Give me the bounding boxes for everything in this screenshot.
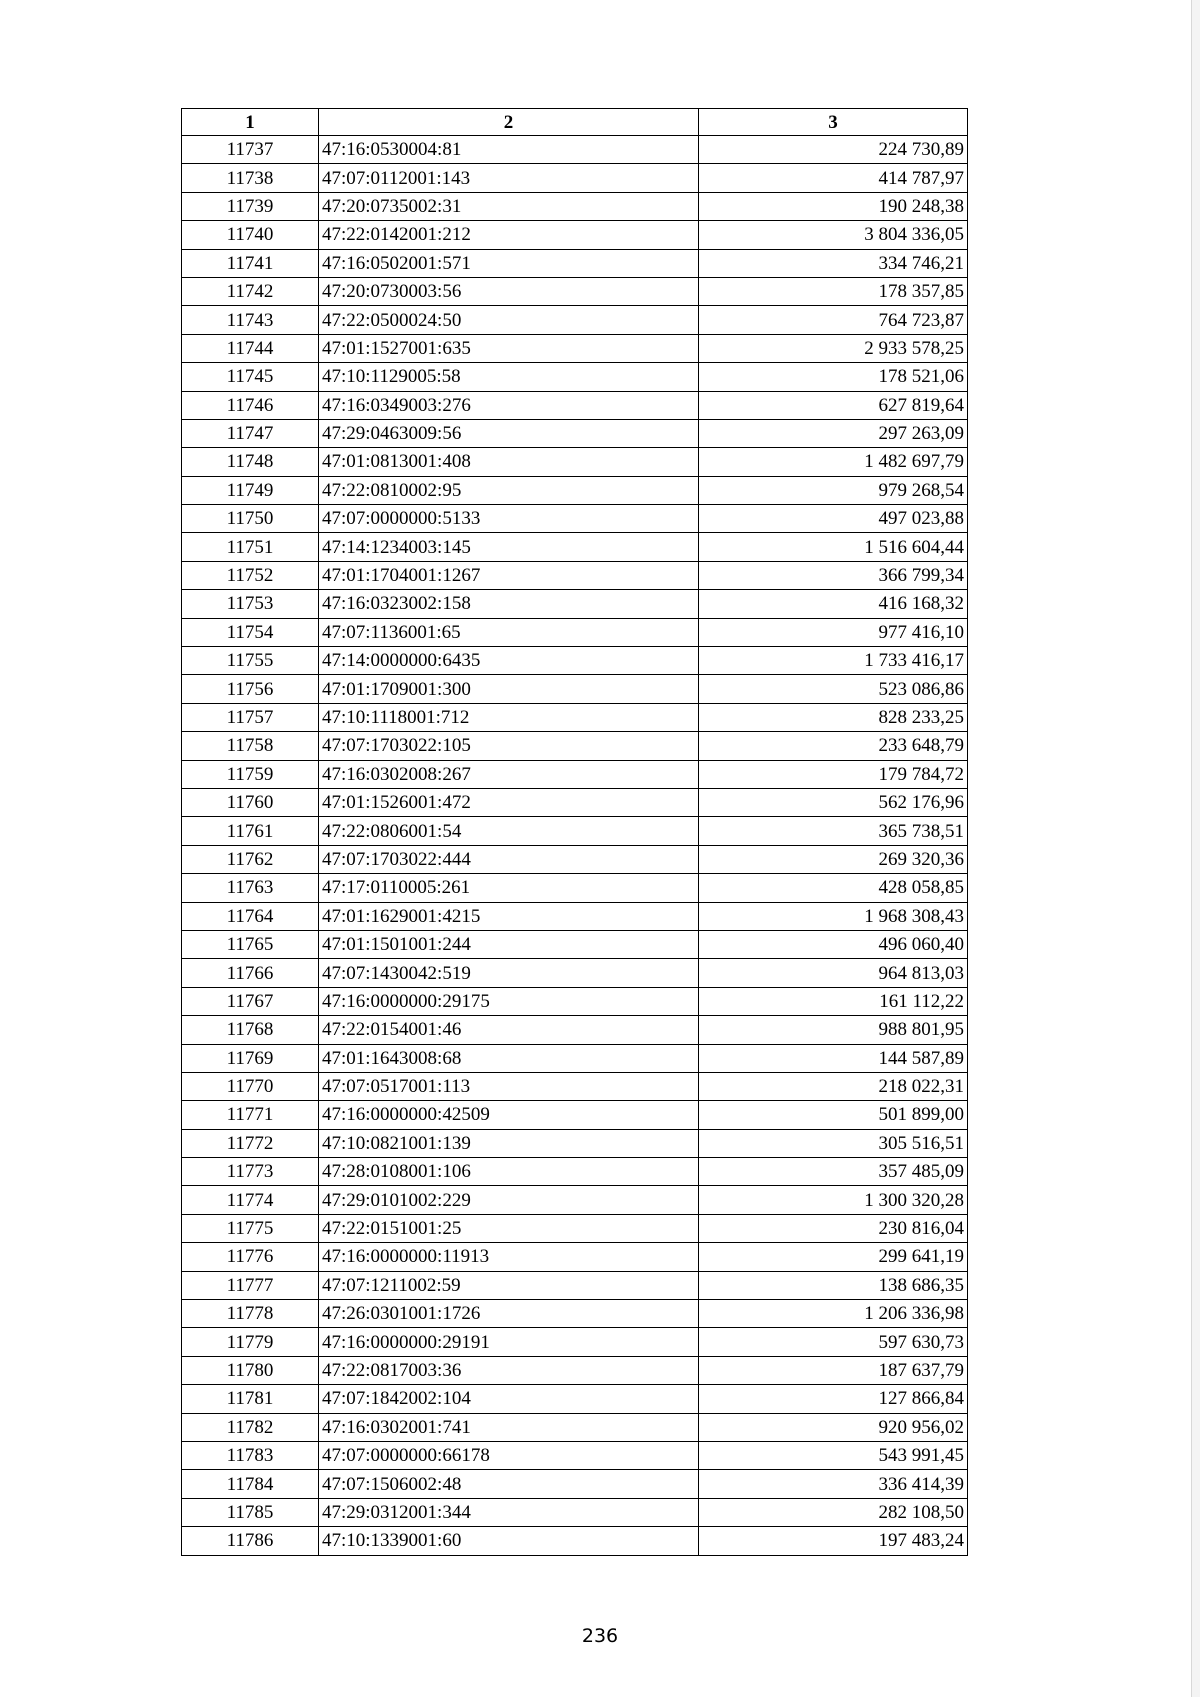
row-number: 11746	[182, 391, 319, 419]
row-number: 11768	[182, 1016, 319, 1044]
cadastral-number: 47:16:0000000:42509	[319, 1101, 699, 1129]
table-row	[182, 561, 968, 589]
header-col-1: 1	[182, 109, 319, 136]
table-row	[182, 164, 968, 192]
cadastral-number: 47:16:0302008:267	[319, 760, 699, 788]
cadastral-number: 47:07:1703022:105	[319, 732, 699, 760]
cadastral-number: 47:07:1506002:48	[319, 1470, 699, 1498]
cadastral-value: 414 787,97	[699, 164, 968, 192]
table-row	[182, 221, 968, 249]
page-number: 236	[581, 1625, 619, 1647]
row-number: 11766	[182, 959, 319, 987]
cadastral-value: 269 320,36	[699, 845, 968, 873]
table-row	[182, 306, 968, 334]
cadastral-number: 47:26:0301001:1726	[319, 1300, 699, 1328]
row-number: 11763	[182, 874, 319, 902]
header-col-2: 2	[319, 109, 699, 136]
cadastral-value: 334 746,21	[699, 249, 968, 277]
row-number: 11761	[182, 817, 319, 845]
cadastral-number: 47:01:1526001:472	[319, 788, 699, 816]
cadastral-number: 47:16:0530004:81	[319, 136, 699, 164]
table-row	[182, 1101, 968, 1129]
cadastral-value: 305 516,51	[699, 1129, 968, 1157]
table-row	[182, 1470, 968, 1498]
cadastral-number: 47:22:0810002:95	[319, 476, 699, 504]
table-row	[182, 1186, 968, 1214]
table-row	[182, 1044, 968, 1072]
cadastral-value: 523 086,86	[699, 675, 968, 703]
cadastral-number: 47:07:1842002:104	[319, 1385, 699, 1413]
cadastral-number: 47:22:0817003:36	[319, 1356, 699, 1384]
cadastral-number: 47:16:0000000:29191	[319, 1328, 699, 1356]
cadastral-number: 47:07:1136001:65	[319, 618, 699, 646]
row-number: 11754	[182, 618, 319, 646]
row-number: 11777	[182, 1271, 319, 1299]
cadastral-number: 47:29:0312001:344	[319, 1498, 699, 1526]
cadastral-value: 230 816,04	[699, 1214, 968, 1242]
cadastral-value: 828 233,25	[699, 703, 968, 731]
row-number: 11786	[182, 1527, 319, 1555]
row-number: 11737	[182, 136, 319, 164]
cadastral-value: 764 723,87	[699, 306, 968, 334]
table-row	[182, 1016, 968, 1044]
cadastral-number: 47:17:0110005:261	[319, 874, 699, 902]
cadastral-value-table	[181, 108, 968, 1556]
cadastral-value: 178 521,06	[699, 363, 968, 391]
cadastral-value: 920 956,02	[699, 1413, 968, 1441]
table-row	[182, 987, 968, 1015]
row-number: 11783	[182, 1441, 319, 1469]
cadastral-number: 47:10:1118001:712	[319, 703, 699, 731]
row-number: 11744	[182, 334, 319, 362]
table-row	[182, 817, 968, 845]
table-row	[182, 476, 968, 504]
cadastral-number: 47:01:1527001:635	[319, 334, 699, 362]
cadastral-number: 47:16:0349003:276	[319, 391, 699, 419]
table-body	[182, 136, 968, 1556]
row-number: 11759	[182, 760, 319, 788]
cadastral-value: 597 630,73	[699, 1328, 968, 1356]
cadastral-value: 366 799,34	[699, 561, 968, 589]
row-number: 11779	[182, 1328, 319, 1356]
table-row	[182, 1271, 968, 1299]
row-number: 11750	[182, 505, 319, 533]
table-row	[182, 647, 968, 675]
row-number: 11769	[182, 1044, 319, 1072]
cadastral-value: 964 813,03	[699, 959, 968, 987]
cadastral-number: 47:16:0502001:571	[319, 249, 699, 277]
row-number: 11752	[182, 561, 319, 589]
cadastral-value: 2 933 578,25	[699, 334, 968, 362]
row-number: 11741	[182, 249, 319, 277]
table-row	[182, 1072, 968, 1100]
cadastral-value: 138 686,35	[699, 1271, 968, 1299]
table-row	[182, 1356, 968, 1384]
table-row	[182, 959, 968, 987]
row-number: 11773	[182, 1158, 319, 1186]
cadastral-number: 47:01:1643008:68	[319, 1044, 699, 1072]
cadastral-value: 161 112,22	[699, 987, 968, 1015]
row-number: 11785	[182, 1498, 319, 1526]
cadastral-value: 224 730,89	[699, 136, 968, 164]
table-row	[182, 732, 968, 760]
row-number: 11740	[182, 221, 319, 249]
cadastral-value: 627 819,64	[699, 391, 968, 419]
table-row	[182, 675, 968, 703]
cadastral-value: 497 023,88	[699, 505, 968, 533]
cadastral-number: 47:22:0500024:50	[319, 306, 699, 334]
cadastral-number: 47:22:0154001:46	[319, 1016, 699, 1044]
cadastral-value: 178 357,85	[699, 277, 968, 305]
cadastral-value: 3 804 336,05	[699, 221, 968, 249]
cadastral-value: 297 263,09	[699, 419, 968, 447]
cadastral-number: 47:28:0108001:106	[319, 1158, 699, 1186]
table-row	[182, 448, 968, 476]
row-number: 11745	[182, 363, 319, 391]
table-row	[182, 1300, 968, 1328]
table-row	[182, 1214, 968, 1242]
cadastral-number: 47:16:0323002:158	[319, 590, 699, 618]
cadastral-value: 1 300 320,28	[699, 1186, 968, 1214]
row-number: 11774	[182, 1186, 319, 1214]
cadastral-number: 47:29:0101002:229	[319, 1186, 699, 1214]
row-number: 11767	[182, 987, 319, 1015]
table-row	[182, 1129, 968, 1157]
cadastral-number: 47:07:0000000:5133	[319, 505, 699, 533]
table-row	[182, 419, 968, 447]
cadastral-value: 336 414,39	[699, 1470, 968, 1498]
row-number: 11760	[182, 788, 319, 816]
row-number: 11782	[182, 1413, 319, 1441]
table-row	[182, 136, 968, 164]
cadastral-value: 218 022,31	[699, 1072, 968, 1100]
row-number: 11748	[182, 448, 319, 476]
cadastral-number: 47:10:1129005:58	[319, 363, 699, 391]
cadastral-value: 282 108,50	[699, 1498, 968, 1526]
cadastral-number: 47:14:0000000:6435	[319, 647, 699, 675]
cadastral-number: 47:22:0142001:212	[319, 221, 699, 249]
cadastral-number: 47:16:0000000:11913	[319, 1243, 699, 1271]
table-row	[182, 1498, 968, 1526]
row-number: 11776	[182, 1243, 319, 1271]
table-row	[182, 1328, 968, 1356]
table-row	[182, 391, 968, 419]
cadastral-number: 47:07:1430042:519	[319, 959, 699, 987]
cadastral-value: 988 801,95	[699, 1016, 968, 1044]
table-row	[182, 788, 968, 816]
cadastral-value: 1 516 604,44	[699, 533, 968, 561]
cadastral-number: 47:10:0821001:139	[319, 1129, 699, 1157]
row-number: 11770	[182, 1072, 319, 1100]
cadastral-value: 179 784,72	[699, 760, 968, 788]
cadastral-value: 357 485,09	[699, 1158, 968, 1186]
cadastral-value: 501 899,00	[699, 1101, 968, 1129]
table-row	[182, 334, 968, 362]
row-number: 11765	[182, 930, 319, 958]
table-row	[182, 874, 968, 902]
table-row	[182, 277, 968, 305]
cadastral-number: 47:01:1501001:244	[319, 930, 699, 958]
table-row	[182, 618, 968, 646]
cadastral-value: 428 058,85	[699, 874, 968, 902]
row-number: 11762	[182, 845, 319, 873]
cadastral-value: 1 206 336,98	[699, 1300, 968, 1328]
row-number: 11781	[182, 1385, 319, 1413]
row-number: 11739	[182, 192, 319, 220]
cadastral-number: 47:20:0735002:31	[319, 192, 699, 220]
cadastral-number: 47:01:1629001:4215	[319, 902, 699, 930]
row-number: 11775	[182, 1214, 319, 1242]
cadastral-value: 299 641,19	[699, 1243, 968, 1271]
table-row	[182, 533, 968, 561]
cadastral-number: 47:07:1703022:444	[319, 845, 699, 873]
cadastral-value: 977 416,10	[699, 618, 968, 646]
row-number: 11743	[182, 306, 319, 334]
row-number: 11764	[182, 902, 319, 930]
cadastral-value: 190 248,38	[699, 192, 968, 220]
cadastral-number: 47:07:0112001:143	[319, 164, 699, 192]
table-row	[182, 902, 968, 930]
cadastral-number: 47:10:1339001:60	[319, 1527, 699, 1555]
table-row	[182, 845, 968, 873]
cadastral-number: 47:07:0000000:66178	[319, 1441, 699, 1469]
cadastral-value: 496 060,40	[699, 930, 968, 958]
table-row	[182, 505, 968, 533]
table-row	[182, 1158, 968, 1186]
table-row	[182, 363, 968, 391]
row-number: 11738	[182, 164, 319, 192]
table-row	[182, 1243, 968, 1271]
cadastral-value: 1 482 697,79	[699, 448, 968, 476]
row-number: 11742	[182, 277, 319, 305]
cadastral-number: 47:20:0730003:56	[319, 277, 699, 305]
cadastral-number: 47:29:0463009:56	[319, 419, 699, 447]
cadastral-value: 197 483,24	[699, 1527, 968, 1555]
table-row	[182, 249, 968, 277]
cadastral-number: 47:22:0151001:25	[319, 1214, 699, 1242]
row-number: 11778	[182, 1300, 319, 1328]
row-number: 11747	[182, 419, 319, 447]
cadastral-value: 416 168,32	[699, 590, 968, 618]
table-header-row	[182, 109, 968, 136]
cadastral-value: 365 738,51	[699, 817, 968, 845]
table-row	[182, 1413, 968, 1441]
row-number: 11771	[182, 1101, 319, 1129]
cadastral-number: 47:01:1709001:300	[319, 675, 699, 703]
table-row	[182, 1527, 968, 1555]
cadastral-number: 47:01:0813001:408	[319, 448, 699, 476]
page-edge	[1191, 0, 1200, 1697]
cadastral-number: 47:01:1704001:1267	[319, 561, 699, 589]
row-number: 11753	[182, 590, 319, 618]
cadastral-value: 979 268,54	[699, 476, 968, 504]
cadastral-number: 47:22:0806001:54	[319, 817, 699, 845]
cadastral-number: 47:16:0302001:741	[319, 1413, 699, 1441]
row-number: 11756	[182, 675, 319, 703]
cadastral-value: 1 968 308,43	[699, 902, 968, 930]
cadastral-value: 1 733 416,17	[699, 647, 968, 675]
cadastral-value: 233 648,79	[699, 732, 968, 760]
cadastral-value: 144 587,89	[699, 1044, 968, 1072]
row-number: 11772	[182, 1129, 319, 1157]
table-row	[182, 760, 968, 788]
table-row	[182, 1385, 968, 1413]
cadastral-number: 47:07:0517001:113	[319, 1072, 699, 1100]
table-row	[182, 590, 968, 618]
row-number: 11757	[182, 703, 319, 731]
row-number: 11780	[182, 1356, 319, 1384]
cadastral-value: 127 866,84	[699, 1385, 968, 1413]
row-number: 11758	[182, 732, 319, 760]
header-col-3: 3	[699, 109, 968, 136]
table-row	[182, 1441, 968, 1469]
row-number: 11784	[182, 1470, 319, 1498]
cadastral-value: 187 637,79	[699, 1356, 968, 1384]
table-row	[182, 930, 968, 958]
row-number: 11751	[182, 533, 319, 561]
cadastral-number: 47:16:0000000:29175	[319, 987, 699, 1015]
cadastral-value: 562 176,96	[699, 788, 968, 816]
table-row	[182, 703, 968, 731]
cadastral-number: 47:14:1234003:145	[319, 533, 699, 561]
row-number: 11749	[182, 476, 319, 504]
row-number: 11755	[182, 647, 319, 675]
cadastral-number: 47:07:1211002:59	[319, 1271, 699, 1299]
cadastral-value: 543 991,45	[699, 1441, 968, 1469]
table-row	[182, 192, 968, 220]
